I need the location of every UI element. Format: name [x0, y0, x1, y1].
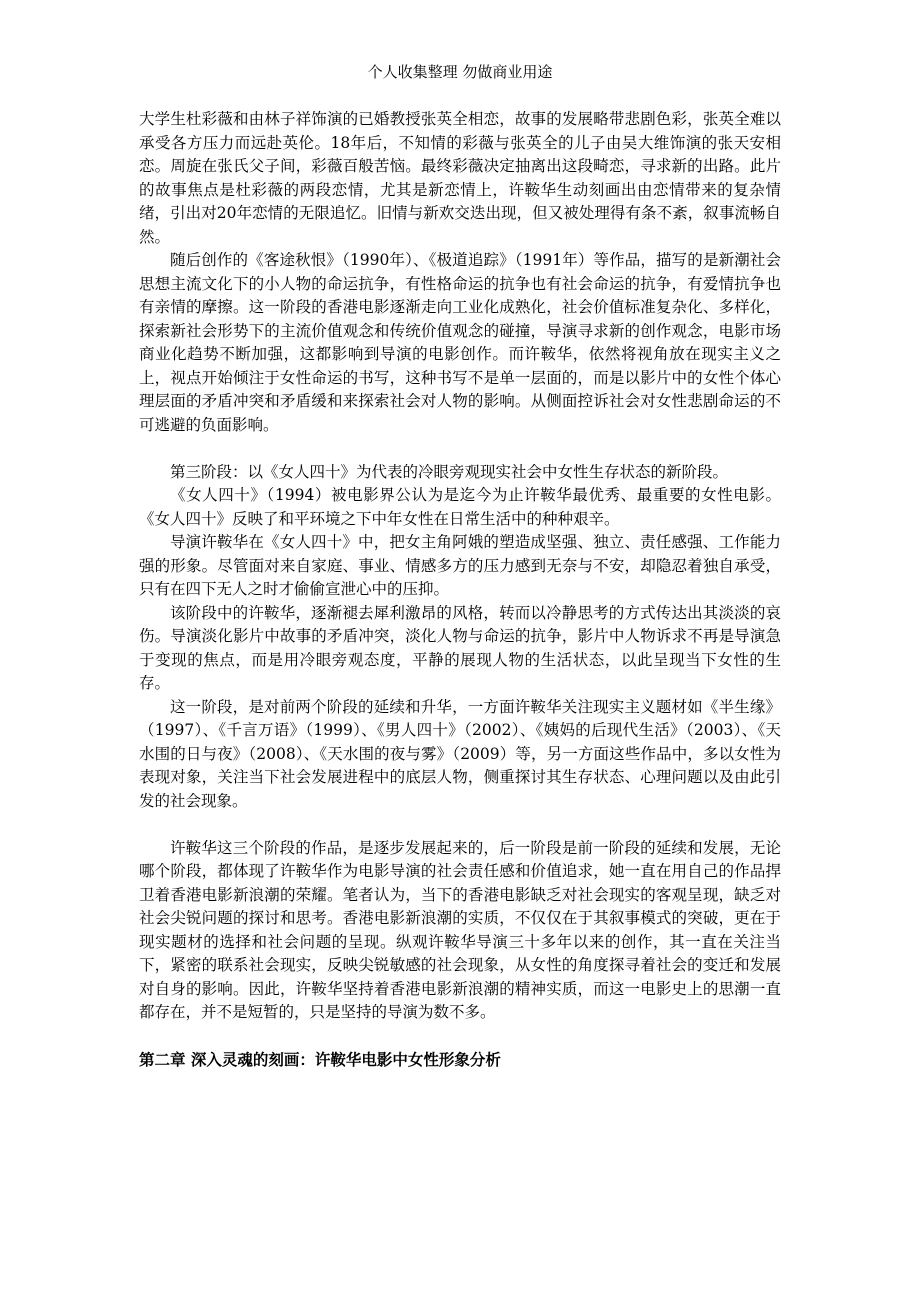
paragraph: 导演许鞍华在《女人四十》中，把女主角阿娥的塑造成坚强、独立、责任感强、工作能力强的形象。尽管面对来自家庭、事业、情感多方的压力感到无奈与不安，却隐忍着独自承受，只有在四下无人之时才偷偷宣泄心中的压抑。	[139, 533, 781, 598]
paragraph: 随后创作的《客途秋恨》（1990年）、《极道追踪》（1991年）等作品，描写的是新潮社会思想主流文化下的小人物的命运抗争，有性格命运的抗争也有社会命运的抗争，有爱情抗争也有亲情的摩擦。这一阶段的香港电影逐渐走向工业化成熟化，社会价值标准复杂化、多样化，探索新社会形势下的主流价值观念和传统价值观念的碰撞，导演寻求新的创作观念，电影市场商业化趋势不断加强，这都影响到导演的电影创作。而许鞍华，依然将视角放在现实主义之上，视点开始倾注于女性命运的书写，这种书写不是单一层面的，而是以影片中的女性个体心理层面的矛盾冲突和矛盾缓和来探索社会对人物的影响。从侧面控诉社会对女性悲剧命运的不可逃避的负面影响。	[139, 251, 781, 434]
paragraph: 《女人四十》（1994）被电影界公认为是迄今为止许鞍华最优秀、最重要的女性电影。《女人四十》反映了和平环境之下中年女性在日常生活中的种种艰辛。	[139, 486, 781, 528]
paragraph: 大学生杜彩薇和由林子祥饰演的已婚教授张英全相恋，故事的发展略带悲剧色彩，张英全难以承受各方压力而远赴英伦。18年后，不知情的彩薇与张英全的儿子由吴大维饰演的张天安相恋。周旋在张氏父子间，彩薇百般苦恼。最终彩薇决定抽离出这段畸恋，寻求新的出路。此片的故事焦点是杜彩薇的两段恋情，尤其是新恋情上，许鞍华生动刻画出由恋情带来的复杂情绪，引出对20年恋情的无限追忆。旧情与新欢交迭出现，但又被处理得有条不紊，叙事流畅自然。	[139, 110, 781, 246]
chapter-heading: 第二章 深入灵魂的刻画：许鞍华电影中女性形象分析	[139, 1050, 501, 1069]
page-header: 个人收集整理 勿做商业用途	[367, 63, 553, 81]
paragraph: 许鞍华这三个阶段的作品，是逐步发展起来的，后一阶段是前一阶段的延续和发展，无论哪个阶段，都体现了许鞍华作为电影导演的社会责任感和价值追求，她一直在用自己的作品捍卫着香港电影新浪潮的荣耀。笔者认为，当下的香港电影缺乏对社会现实的客观呈现，缺乏对社会尖锐问题的探讨和思考。香港电影新浪潮的实质，不仅仅在于其叙事模式的突破，更在于现实题材的选择和社会问题的呈现。纵观许鞍华导演三十多年以来的创作，其一直在关注当下，紧密的联系社会现实，反映尖锐敏感的社会现象，从女性的角度探寻着社会的变迁和发展对自身的影响。因此，许鞍华坚持着香港电影新浪潮的精神实质，而这一电影史上的思潮一直都存在，并不是短暂的，只是坚持的导演为数不多。	[139, 838, 781, 1021]
paragraph: 该阶段中的许鞍华，逐渐褪去犀利激昂的风格，转而以冷静思考的方式传达出其淡淡的哀伤。导演淡化影片中故事的矛盾冲突，淡化人物与命运的抗争，影片中人物诉求不再是导演急于变现的焦点，而是用冷眼旁观态度，平静的展现人物的生活状态，以此呈现当下女性的生存。	[139, 603, 781, 692]
paragraph: 这一阶段，是对前两个阶段的延续和升华，一方面许鞍华关注现实主义题材如《半生缘》（1997）、《千言万语》（1999）、《男人四十》（2002）、《姨妈的后现代生活》（2003）、《天水围的日与夜》（2008）、《天水围的夜与雾》（2009）等，另一方面这些作品中，多以女性为表现对象，关注当下社会发展进程中的底层人物，侧重探讨其生存状态、心理问题以及由此引发的社会现象。	[139, 697, 781, 810]
document-body	[139, 108, 781, 1072]
section-heading: 第三阶段：以《女人四十》为代表的冷眼旁观现实社会中女性生存状态的新阶段。	[170, 462, 729, 481]
